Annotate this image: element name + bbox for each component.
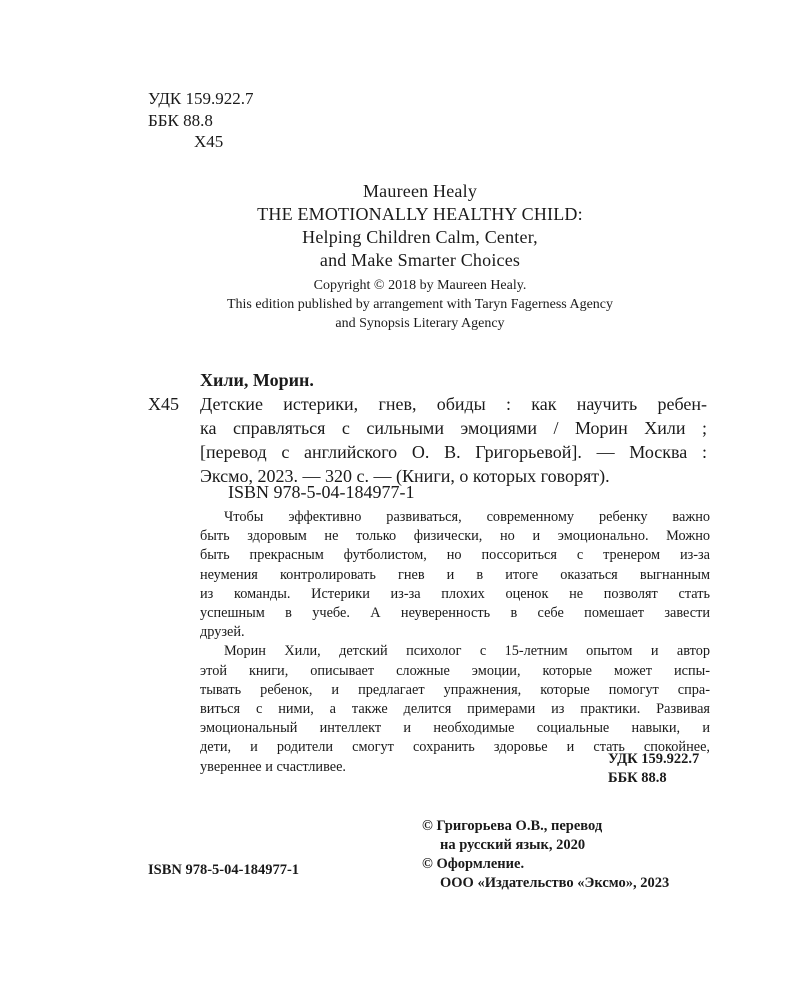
original-title-line: THE EMOTIONALLY HEALTHY CHILD: <box>257 204 583 224</box>
rights-line: © Оформление. <box>422 856 525 872</box>
rights-line: ООО «Издательство «Эксмо», 2023 <box>440 875 670 891</box>
copyright-line: This edition published by arrangement with Taryn Fagerness Agency <box>226 297 613 312</box>
original-title-line: Helping Children Calm, Center, <box>302 227 538 247</box>
catalog-isbn: ISBN 978-5-04-184977-1 <box>228 482 415 502</box>
annotation-line: быть здоровым не только физически, но и эмоционально. Можно <box>200 528 710 545</box>
copyright-line: Copyright © 2018 by Maureen Healy. <box>313 278 527 293</box>
annotation-line: эмоциональный интеллект и необходимые социальные навыки, и <box>200 720 710 737</box>
catalog-sign: Х45 <box>148 394 179 414</box>
copyright-block <box>150 276 690 333</box>
annotation-line: виться с ними, а также делится примерами из практики. Развивая <box>200 701 710 718</box>
annotation-line: успешным в учебе. А неуверенность в себе помешает завести <box>200 605 710 622</box>
description-line: ка справляться с сильными эмоциями / Морин Хили ; <box>200 418 707 438</box>
annotation-line: тывать ребенок, и предлагает упражнения, которые помогут спра- <box>200 681 710 698</box>
annotation-line: из команды. Истерики из-за плохих оценок не позволят стать <box>200 585 710 602</box>
description-line: Эксмо, 2023. — 320 с. — (Книги, о которых говорят). <box>200 466 610 486</box>
footer-bbk: ББК 88.8 <box>608 770 667 786</box>
udk-index: УДК 159.922.7 <box>148 89 254 108</box>
catalog-description <box>200 392 707 488</box>
rights-line: на русский язык, 2020 <box>440 837 586 853</box>
footer-udk: УДК 159.922.7 <box>608 751 700 767</box>
original-author: Maureen Healy <box>362 181 478 201</box>
annotation-line: неумения контролировать гнев и в итоге оказаться выгнанным <box>200 566 710 583</box>
rights-line: © Григорьева О.В., перевод <box>422 818 603 834</box>
annotation <box>200 508 710 777</box>
annotation-line: быть прекрасным футболистом, но поссориться с тренером из-за <box>200 547 710 564</box>
annotation-line: Чтобы эффективно развиваться, современному ребенку важно <box>224 509 710 525</box>
author-sign: Х45 <box>194 132 224 151</box>
catalog-author-heading: Хили, Морин. <box>200 370 314 390</box>
original-title-block <box>150 180 690 272</box>
annotation-line: этой книги, описывает сложные эмоции, которые может испы- <box>200 662 710 679</box>
annotation-line: дети, и родители смогут сохранить здоровье и стать спокойнее, <box>200 739 710 756</box>
description-line: Детские истерики, гнев, обиды : как научить ребен- <box>200 394 707 414</box>
annotation-line: увереннее и счастливее. <box>200 758 346 775</box>
footer-isbn: ISBN 978-5-04-184977-1 <box>148 862 300 878</box>
copyright-line: and Synopsis Literary Agency <box>335 316 505 331</box>
original-title-line: and Make Smarter Choices <box>319 250 521 270</box>
bbk-index: ББК 88.8 <box>148 111 213 130</box>
annotation-line: Морин Хили, детский психолог с 15-летним опытом и автор <box>224 643 710 660</box>
description-line: [перевод с английского О. В. Григорьевой]. — Москва : <box>200 442 707 462</box>
annotation-line: друзей. <box>200 624 245 641</box>
